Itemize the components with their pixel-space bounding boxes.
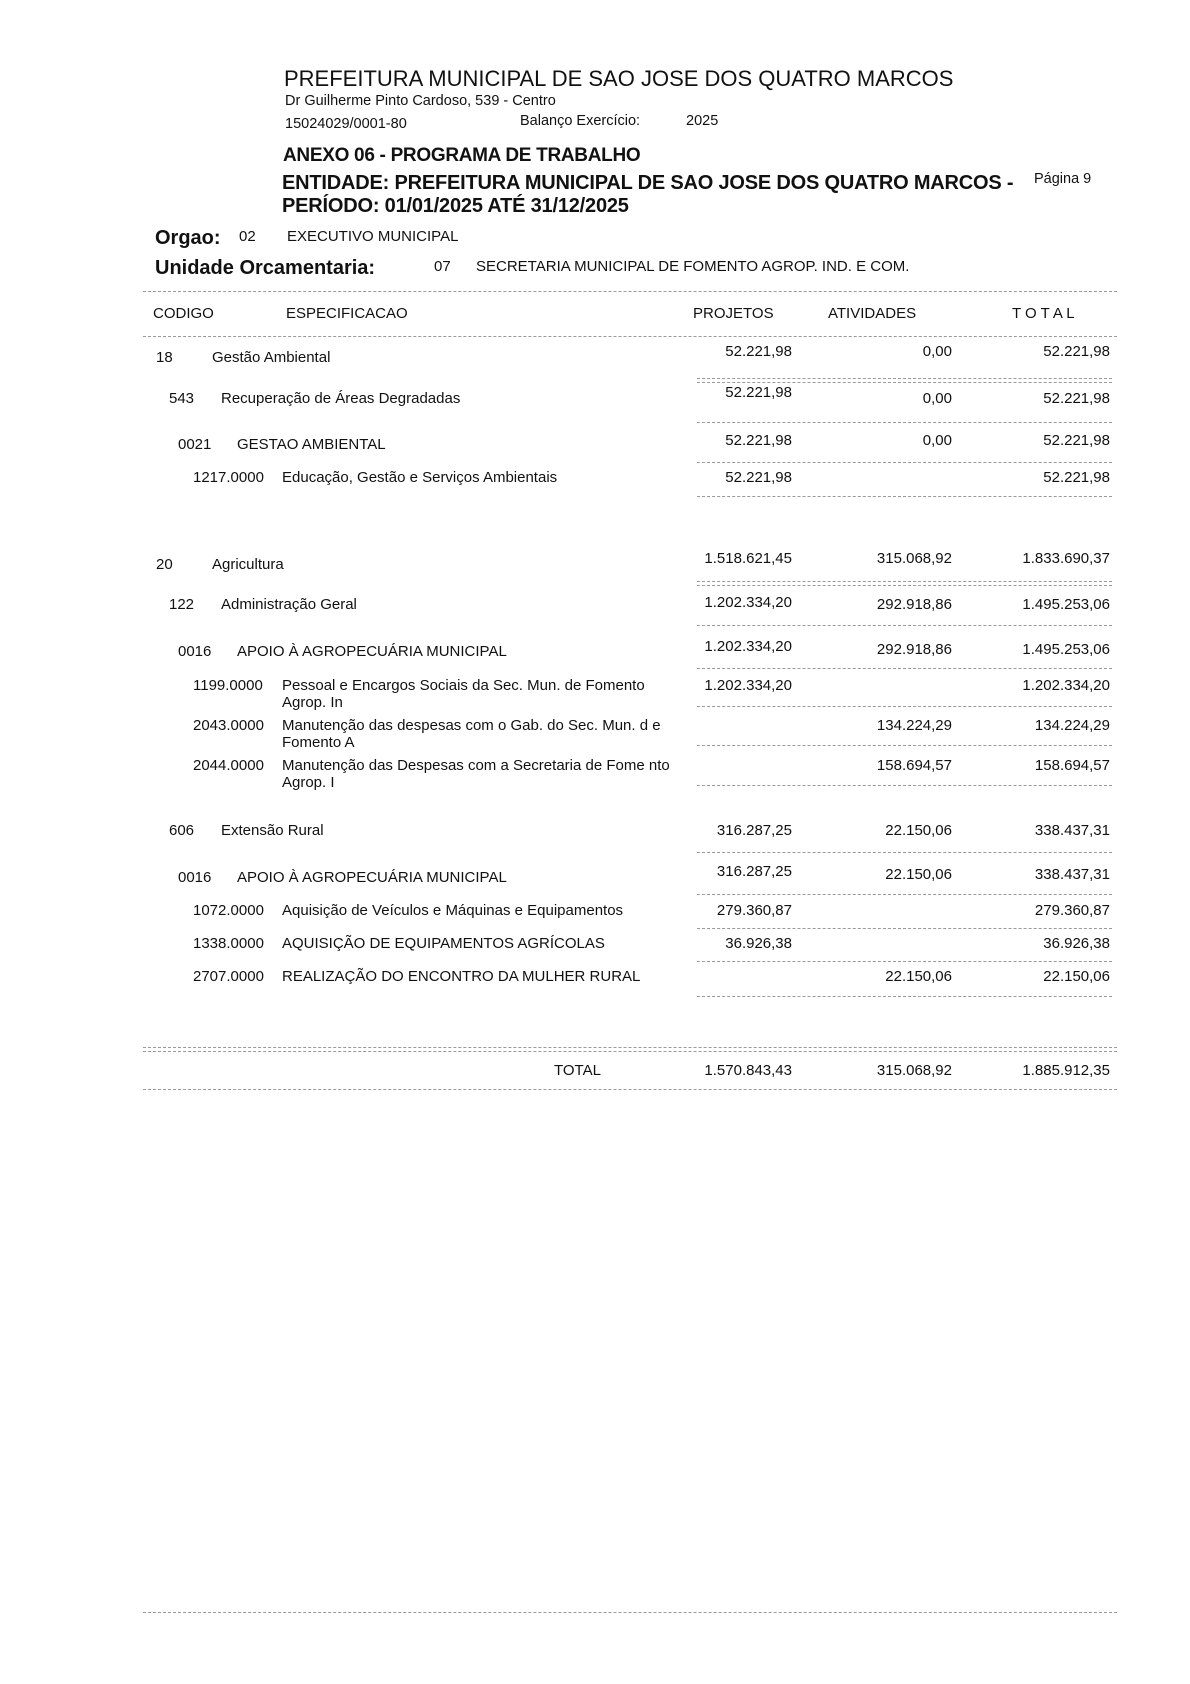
totals-projetos: 1.570.843,43 bbox=[704, 1062, 792, 1079]
unidade-code: 07 bbox=[434, 258, 451, 275]
row-code: 20 bbox=[156, 556, 173, 573]
row-code: 2707.0000 bbox=[193, 968, 264, 985]
row-atividades: 292.918,86 bbox=[876, 641, 952, 658]
row-atividades: 292.918,86 bbox=[876, 596, 952, 613]
divider bbox=[697, 378, 1112, 379]
divider bbox=[697, 928, 1112, 929]
divider bbox=[143, 1089, 1117, 1090]
row-code: 18 bbox=[156, 349, 173, 366]
col-header-codigo: CODIGO bbox=[153, 305, 214, 322]
row-projetos: 1.202.334,20 bbox=[704, 638, 792, 655]
row-total: 338.437,31 bbox=[1034, 822, 1110, 839]
row-projetos: 52.221,98 bbox=[725, 432, 792, 449]
row-total: 52.221,98 bbox=[1043, 432, 1110, 449]
row-desc: Pessoal e Encargos Sociais da Sec. Mun. de Fomento Agrop. In bbox=[282, 677, 645, 711]
row-projetos: 52.221,98 bbox=[725, 469, 792, 486]
divider bbox=[143, 291, 1117, 292]
divider bbox=[697, 894, 1112, 895]
divider bbox=[143, 336, 1117, 337]
row-atividades: 22.150,06 bbox=[885, 822, 952, 839]
col-header-atividades: ATIVIDADES bbox=[828, 305, 917, 322]
divider bbox=[143, 1047, 1117, 1048]
row-desc: Gestão Ambiental bbox=[212, 349, 331, 366]
row-desc: Manutenção das Despesas com a Secretaria de Fome nto Agrop. I bbox=[282, 757, 670, 791]
row-code: 1199.0000 bbox=[193, 677, 263, 694]
divider bbox=[697, 785, 1112, 786]
divider bbox=[697, 462, 1112, 463]
municipality-title: PREFEITURA MUNICIPAL DE SAO JOSE DOS QUATRO MARCOS bbox=[284, 66, 954, 91]
row-code: 0021 bbox=[178, 436, 212, 453]
row-atividades: 0,00 bbox=[922, 432, 952, 449]
period: PERÍODO: 01/01/2025 ATÉ 31/12/2025 bbox=[282, 195, 629, 217]
row-total: 158.694,57 bbox=[1034, 757, 1110, 774]
row-total: 52.221,98 bbox=[1043, 469, 1110, 486]
row-desc: APOIO À AGROPECUÁRIA MUNICIPAL bbox=[237, 643, 507, 660]
annex-title: ANEXO 06 - PROGRAMA DE TRABALHO bbox=[283, 145, 641, 166]
row-projetos: 52.221,98 bbox=[725, 343, 792, 360]
row-desc: GESTAO AMBIENTAL bbox=[237, 436, 386, 453]
row-desc: Agricultura bbox=[212, 556, 284, 573]
row-code: 1072.0000 bbox=[193, 902, 264, 919]
row-total: 1.833.690,37 bbox=[1022, 550, 1110, 567]
row-desc: AQUISIÇÃO DE EQUIPAMENTOS AGRÍCOLAS bbox=[282, 935, 605, 952]
row-projetos: 1.202.334,20 bbox=[704, 677, 792, 694]
row-code: 0016 bbox=[178, 643, 212, 660]
row-desc: Recuperação de Áreas Degradadas bbox=[221, 390, 461, 407]
row-code: 2043.0000 bbox=[193, 717, 264, 734]
row-projetos: 279.360,87 bbox=[716, 902, 792, 919]
row-code: 1217.0000 bbox=[193, 469, 264, 486]
unidade-label: Unidade Orcamentaria: bbox=[155, 257, 376, 279]
row-desc: Educação, Gestão e Serviços Ambientais bbox=[282, 469, 558, 486]
row-total: 36.926,38 bbox=[1043, 935, 1110, 952]
row-code: 606 bbox=[169, 822, 195, 839]
col-header-projetos: PROJETOS bbox=[693, 305, 774, 322]
divider bbox=[697, 706, 1112, 707]
row-total: 1.202.334,20 bbox=[1022, 677, 1110, 694]
row-code: 543 bbox=[169, 390, 195, 407]
exercise-year: 2025 bbox=[686, 113, 719, 129]
col-header-especificacao: ESPECIFICACAO bbox=[286, 305, 408, 322]
divider bbox=[697, 585, 1112, 586]
divider bbox=[697, 745, 1112, 746]
row-total: 52.221,98 bbox=[1043, 343, 1110, 360]
row-projetos: 316.287,25 bbox=[716, 863, 792, 880]
totals-atividades: 315.068,92 bbox=[876, 1062, 952, 1079]
row-projetos: 1.518.621,45 bbox=[704, 550, 792, 567]
row-code: 122 bbox=[169, 596, 195, 613]
row-desc: Extensão Rural bbox=[221, 822, 324, 839]
row-projetos: 36.926,38 bbox=[725, 935, 792, 952]
unidade-name: SECRETARIA MUNICIPAL DE FOMENTO AGROP. IND. E COM. bbox=[476, 258, 910, 275]
row-projetos: 52.221,98 bbox=[725, 384, 792, 401]
row-code: 2044.0000 bbox=[193, 757, 264, 774]
row-atividades: 315.068,92 bbox=[876, 550, 952, 567]
divider bbox=[697, 581, 1112, 582]
row-total: 52.221,98 bbox=[1043, 390, 1110, 407]
row-code: 0016 bbox=[178, 869, 212, 886]
exercise-label: Balanço Exercício: bbox=[520, 113, 641, 129]
row-atividades: 134.224,29 bbox=[876, 717, 952, 734]
row-desc: APOIO À AGROPECUÁRIA MUNICIPAL bbox=[237, 869, 507, 886]
divider bbox=[697, 625, 1112, 626]
cnpj: 15024029/0001-80 bbox=[285, 116, 407, 132]
orgao-name: EXECUTIVO MUNICIPAL bbox=[287, 228, 459, 245]
divider bbox=[697, 996, 1112, 997]
divider bbox=[697, 496, 1112, 497]
divider bbox=[697, 382, 1112, 383]
divider bbox=[143, 1051, 1117, 1052]
row-projetos: 1.202.334,20 bbox=[704, 594, 792, 611]
row-atividades: 158.694,57 bbox=[876, 757, 952, 774]
row-total: 22.150,06 bbox=[1043, 968, 1110, 985]
row-projetos: 316.287,25 bbox=[716, 822, 792, 839]
col-header-total: T O T A L bbox=[1012, 305, 1075, 322]
row-atividades: 0,00 bbox=[922, 343, 952, 360]
row-total: 1.495.253,06 bbox=[1022, 596, 1110, 613]
row-total: 134.224,29 bbox=[1034, 717, 1110, 734]
totals-label: TOTAL bbox=[554, 1062, 601, 1079]
divider bbox=[697, 961, 1112, 962]
totals-total: 1.885.912,35 bbox=[1022, 1062, 1110, 1079]
row-code: 1338.0000 bbox=[193, 935, 264, 952]
row-total: 338.437,31 bbox=[1034, 866, 1110, 883]
page-number: Página 9 bbox=[1034, 171, 1092, 187]
orgao-label: Orgao: bbox=[155, 227, 221, 249]
row-atividades: 0,00 bbox=[922, 390, 952, 407]
row-total: 1.495.253,06 bbox=[1022, 641, 1110, 658]
row-atividades: 22.150,06 bbox=[885, 866, 952, 883]
row-desc: REALIZAÇÃO DO ENCONTRO DA MULHER RURAL bbox=[282, 968, 641, 985]
divider bbox=[697, 422, 1112, 423]
address: Dr Guilherme Pinto Cardoso, 539 - Centro bbox=[285, 93, 556, 109]
entity-title: ENTIDADE: PREFEITURA MUNICIPAL DE SAO JOSE DOS QUATRO MARCOS - bbox=[282, 172, 1014, 194]
row-desc: Manutenção das despesas com o Gab. do Sec. Mun. d e Fomento A bbox=[282, 717, 661, 751]
row-total: 279.360,87 bbox=[1034, 902, 1110, 919]
divider bbox=[697, 668, 1112, 669]
divider bbox=[697, 852, 1112, 853]
row-desc: Aquisição de Veículos e Máquinas e Equipamentos bbox=[282, 902, 624, 919]
orgao-code: 02 bbox=[239, 228, 256, 245]
row-atividades: 22.150,06 bbox=[885, 968, 952, 985]
row-desc: Administração Geral bbox=[221, 596, 357, 613]
footer-divider bbox=[143, 1612, 1117, 1613]
